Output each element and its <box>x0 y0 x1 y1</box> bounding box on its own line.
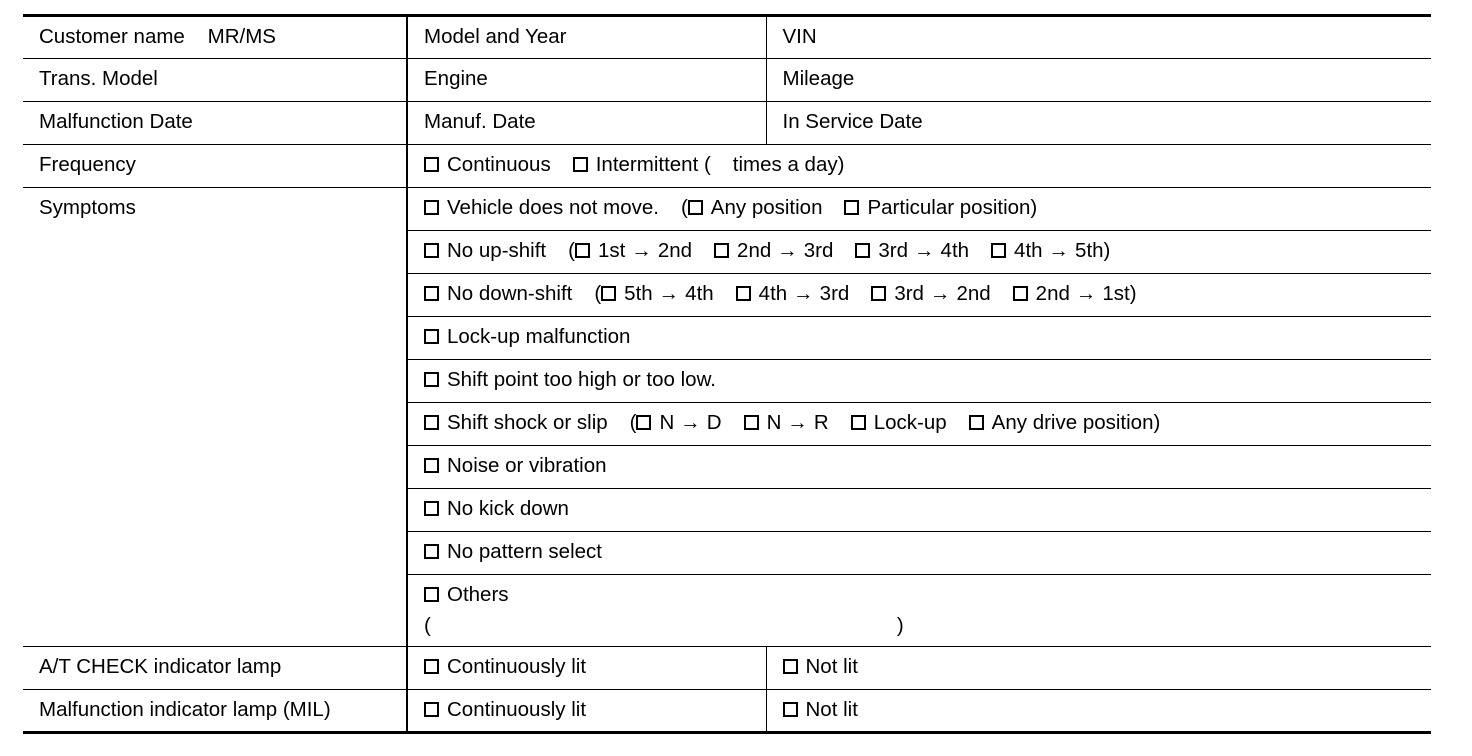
arrow-icon: → <box>1048 239 1070 262</box>
mil-label: Malfunction indicator lamp (MIL) <box>23 690 407 733</box>
row-trans <box>23 59 1431 102</box>
lockup-text: Lock-up <box>873 411 947 434</box>
upshift-4-5-to: 5th) <box>1075 239 1111 262</box>
arrow-icon: → <box>1075 282 1097 305</box>
particular-position-text: Particular position) <box>867 196 1038 219</box>
mil-not-lit-text: Not lit <box>805 698 858 721</box>
downshift-3-2-from: 3rd <box>894 282 924 305</box>
row-mil <box>23 690 1431 733</box>
n-d-to: D <box>706 411 722 434</box>
arrow-icon: → <box>680 411 701 434</box>
arrow-icon: → <box>914 239 935 262</box>
upshift-1-2-from: 1st <box>597 239 626 262</box>
no-upshift-paren: ( <box>568 239 575 262</box>
lockup-checkbox[interactable] <box>851 415 866 430</box>
at-check-not-lit-text: Not lit <box>805 655 858 678</box>
symptom-noise <box>407 446 1431 489</box>
upshift-3-4-to: 4th <box>940 239 970 262</box>
downshift-5-4-from: 5th <box>624 282 653 305</box>
row-customer <box>23 16 1431 59</box>
at-check-not-lit-cell <box>766 647 1431 690</box>
no-upshift-text: No up-shift <box>447 239 547 262</box>
no-downshift-text: No down-shift <box>447 282 573 305</box>
frequency-label: Frequency <box>23 145 407 188</box>
row-frequency <box>23 145 1431 188</box>
engine-label: Engine <box>407 59 766 102</box>
shift-shock-paren: ( <box>629 411 637 434</box>
downshift-2-1-to: 1st) <box>1102 282 1137 305</box>
downshift-5-4-checkbox[interactable] <box>601 286 616 301</box>
symptom-lockup <box>407 317 1431 360</box>
arrow-icon: → <box>658 282 680 305</box>
downshift-2-1-from: 2nd <box>1035 282 1070 305</box>
no-move-text: Vehicle does not move. <box>447 196 659 219</box>
upshift-3-4-from: 3rd <box>878 239 909 262</box>
upshift-2-3-to: 3rd <box>803 239 834 262</box>
manuf-date-label: Manuf. Date <box>407 102 766 145</box>
arrow-icon: → <box>787 411 808 434</box>
mileage-label: Mileage <box>766 59 1431 102</box>
lockup-malfunction-text: Lock-up malfunction <box>447 325 631 348</box>
any-position-checkbox[interactable] <box>688 200 703 215</box>
mil-lit-text: Continuously lit <box>447 698 587 721</box>
any-position-text: Any position <box>710 196 823 219</box>
downshift-4-3-from: 4th <box>758 282 788 305</box>
pattern-checkbox[interactable] <box>424 544 439 559</box>
mil-not-lit-checkbox[interactable] <box>783 702 798 717</box>
in-service-date-label: In Service Date <box>766 102 1431 145</box>
no-downshift-checkbox[interactable] <box>424 286 439 301</box>
upshift-1-2-checkbox[interactable] <box>575 243 590 258</box>
no-move-checkbox[interactable] <box>424 200 439 215</box>
upshift-2-3-from: 2nd <box>737 239 772 262</box>
downshift-4-3-to: 3rd <box>819 282 850 305</box>
any-drive-text: Any drive position) <box>991 411 1161 434</box>
n-d-checkbox[interactable] <box>636 415 651 430</box>
upshift-3-4-checkbox[interactable] <box>855 243 870 258</box>
row-symptom-no-move <box>23 188 1431 231</box>
upshift-2-3-checkbox[interactable] <box>714 243 729 258</box>
downshift-2-1-checkbox[interactable] <box>1013 286 1028 301</box>
shift-shock-checkbox[interactable] <box>424 415 439 430</box>
row-at-check <box>23 647 1431 690</box>
n-r-to: R <box>813 411 829 434</box>
symptom-no-downshift <box>407 274 1431 317</box>
shift-shock-text: Shift shock or slip <box>447 411 608 434</box>
at-check-not-lit-checkbox[interactable] <box>783 659 798 674</box>
symptom-pattern <box>407 532 1431 575</box>
times-a-day-text: times a day) <box>732 153 845 176</box>
symptom-shift-point <box>407 360 1431 403</box>
shift-point-text: Shift point too high or too low. <box>447 368 716 391</box>
arrow-icon: → <box>929 282 951 305</box>
arrow-icon: → <box>793 282 814 305</box>
at-check-lit-cell <box>407 647 766 690</box>
kick-down-text: No kick down <box>447 497 569 520</box>
vin-label: VIN <box>766 16 1431 59</box>
n-r-checkbox[interactable] <box>744 415 759 430</box>
particular-position-checkbox[interactable] <box>844 200 859 215</box>
continuous-text: Continuous <box>447 153 551 176</box>
n-d-from: N <box>659 411 675 434</box>
upshift-4-5-from: 4th <box>1014 239 1043 262</box>
mil-lit-checkbox[interactable] <box>424 702 439 717</box>
symptom-no-upshift <box>407 231 1431 274</box>
symptom-no-move <box>407 188 1431 231</box>
symptoms-label: Symptoms <box>23 188 407 647</box>
mil-lit-cell <box>407 690 766 733</box>
downshift-5-4-to: 4th <box>685 282 714 305</box>
n-r-from: N <box>766 411 782 434</box>
no-upshift-checkbox[interactable] <box>424 243 439 258</box>
no-downshift-paren: ( <box>594 282 602 305</box>
symptom-others <box>407 575 1431 647</box>
noise-checkbox[interactable] <box>424 458 439 473</box>
others-checkbox[interactable] <box>424 587 439 602</box>
downshift-3-2-to: 2nd <box>956 282 991 305</box>
others-text: Others <box>447 583 509 606</box>
lockup-malfunction-checkbox[interactable] <box>424 329 439 344</box>
pattern-text: No pattern select <box>447 540 602 563</box>
frequency-options <box>407 145 1431 188</box>
arrow-icon: → <box>777 239 798 262</box>
symptom-kick-down <box>407 489 1431 532</box>
intermittent-text: Intermittent ( <box>595 153 711 176</box>
trans-model-label: Trans. Model <box>23 59 407 102</box>
upshift-4-5-checkbox[interactable] <box>991 243 1006 258</box>
noise-text: Noise or vibration <box>447 454 607 477</box>
at-check-label: A/T CHECK indicator lamp <box>23 647 407 690</box>
row-malfunction <box>23 102 1431 145</box>
malfunction-date-label: Malfunction Date <box>23 102 407 145</box>
at-check-lit-text: Continuously lit <box>447 655 587 678</box>
downshift-3-2-checkbox[interactable] <box>871 286 886 301</box>
arrow-icon: → <box>631 239 652 262</box>
no-move-paren: ( <box>680 196 688 219</box>
others-open-paren: ( <box>424 614 431 637</box>
others-close-paren: ) <box>896 614 904 637</box>
continuous-checkbox[interactable] <box>424 157 439 172</box>
symptom-shift-shock <box>407 403 1431 446</box>
others-input-area[interactable] <box>424 615 1431 636</box>
downshift-4-3-checkbox[interactable] <box>736 286 751 301</box>
shift-point-checkbox[interactable] <box>424 372 439 387</box>
mil-not-lit-cell <box>766 690 1431 733</box>
upshift-1-2-to: 2nd <box>657 239 693 262</box>
model-year-label: Model and Year <box>407 16 766 59</box>
customer-name-label: Customer name MR/MS <box>23 16 407 59</box>
intermittent-checkbox[interactable] <box>573 157 588 172</box>
any-drive-checkbox[interactable] <box>969 415 984 430</box>
customer-questionnaire-table <box>23 14 1431 734</box>
kick-down-checkbox[interactable] <box>424 501 439 516</box>
at-check-lit-checkbox[interactable] <box>424 659 439 674</box>
